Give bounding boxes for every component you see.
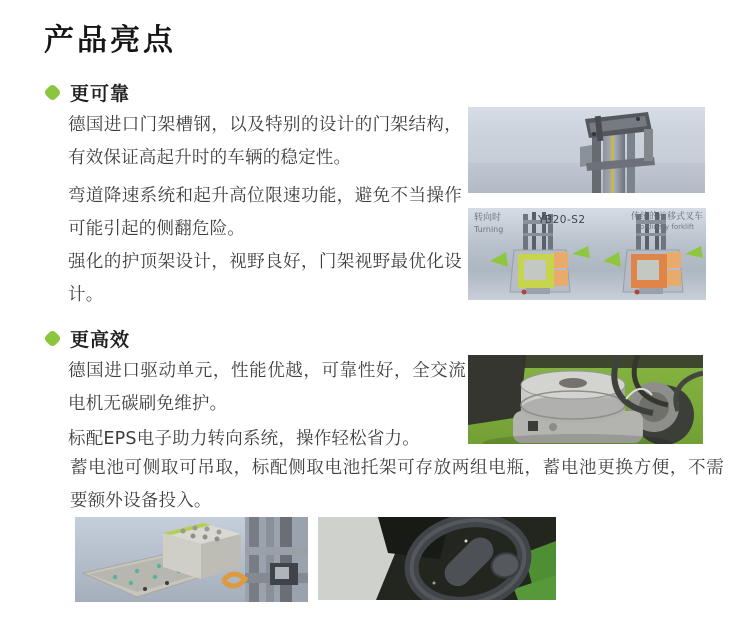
section-heading-efficient	[46, 325, 130, 352]
label-ordinary-forklift: 传统的前移式叉车 ordinary forklift	[630, 212, 703, 231]
paragraph-mast-steel: 德国进口门架槽钢，以及特别的设计的门架结构，有效保证高起升时的车辆的稳定性。	[68, 115, 462, 168]
figure-turning-comparison	[468, 208, 706, 300]
paragraph-battery-swap: 蓄电池可侧取可吊取，标配侧取电池托架可存放两组电瓶，蓄电池更换方便，不需要额外设备投入。	[70, 458, 724, 511]
diamond-bullet-icon	[43, 329, 61, 347]
battery-tray-graphic	[75, 517, 308, 602]
steering-wheel-graphic	[318, 517, 556, 600]
figure-battery-tray-render	[75, 517, 308, 602]
drive-unit-graphic	[468, 355, 703, 444]
label-turning: 转向时 Turning	[474, 213, 504, 234]
paragraph-curve-speed: 弯道降速系统和起升高位限速功能，避免不当操作可能引起的侧翻危险。	[68, 186, 462, 239]
page-title: 产品亮点	[44, 23, 176, 58]
section-heading-reliable	[46, 79, 130, 106]
mast-side	[245, 517, 308, 602]
figure-mast-render	[468, 107, 705, 193]
section-label: 更高效	[70, 329, 131, 351]
section-label: 更可靠	[70, 83, 131, 105]
figure-drive-unit-photo	[468, 355, 703, 444]
mast-render-graphic	[468, 107, 705, 193]
paragraph-drive-unit: 德国进口驱动单元，性能优越，可靠性好，全交流电机无碳刷免维护。	[68, 361, 466, 414]
paragraph-overhead-guard: 强化的护顶架设计，视野良好，门架视野最优化设计。	[68, 252, 462, 305]
diamond-bullet-icon	[43, 83, 61, 101]
paragraph-eps-steering: 标配EPS电子助力转向系统，操作轻松省力。	[68, 429, 420, 449]
figure-steering-wheel-photo	[318, 517, 556, 600]
label-model-yb20-s2: YB20-S2	[538, 214, 586, 226]
